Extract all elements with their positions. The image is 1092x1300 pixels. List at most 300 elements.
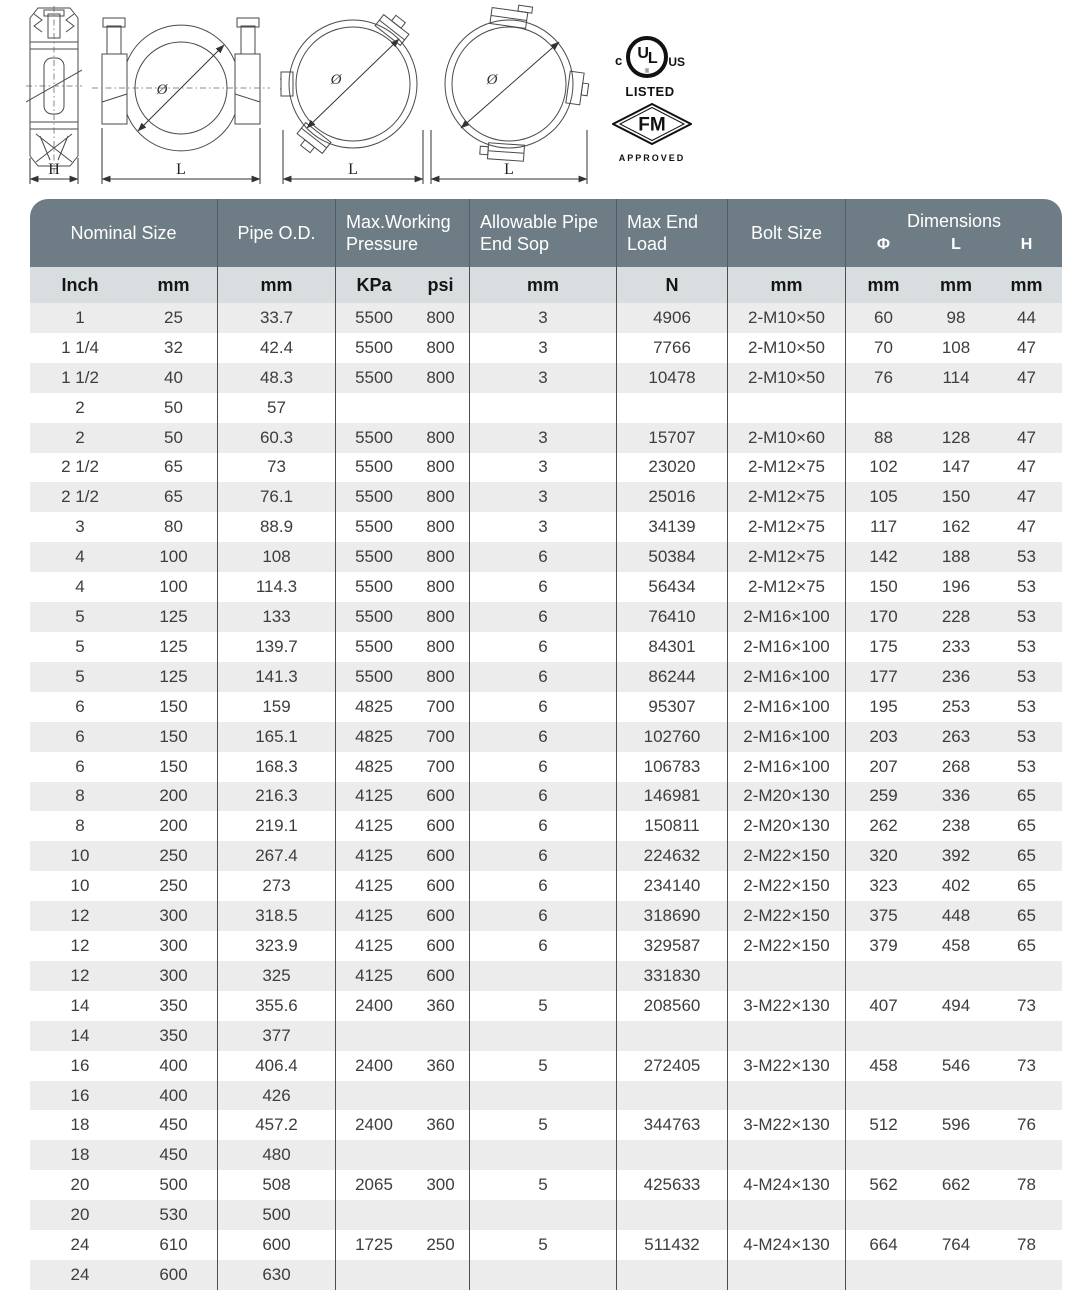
diameter-symbol: Ø bbox=[486, 72, 498, 88]
unit-inch: Inch bbox=[61, 274, 99, 295]
table-cell: 25016 bbox=[617, 482, 728, 512]
table-cell: 5500 bbox=[355, 666, 393, 686]
table-cell: 800 bbox=[412, 333, 470, 363]
table-cell: 65 bbox=[1017, 786, 1036, 806]
table-cell: 78 bbox=[1017, 1175, 1036, 1195]
table-cell: 65 bbox=[1017, 935, 1036, 955]
table-cell: 53 bbox=[1017, 756, 1036, 776]
table-row bbox=[30, 453, 1062, 483]
table-cell: 1 bbox=[75, 307, 85, 327]
table-cell: 142 bbox=[869, 547, 898, 567]
subheader-h: H bbox=[1020, 236, 1033, 253]
drawing-ring-view-1 bbox=[280, 4, 426, 188]
table-cell: 400 bbox=[130, 1051, 218, 1081]
table-cell: 800 bbox=[412, 632, 470, 662]
table-cell: 78 bbox=[1017, 1235, 1036, 1255]
table-cell: 1725 bbox=[355, 1235, 393, 1255]
table-cell: 5 bbox=[470, 1051, 617, 1081]
table-row bbox=[30, 991, 1062, 1021]
table-cell: 216.3 bbox=[218, 782, 336, 812]
table-cell bbox=[617, 1140, 728, 1170]
table-cell: 88.9 bbox=[218, 512, 336, 542]
table-cell: 2-M12×75 bbox=[728, 572, 846, 602]
table-cell: 6 bbox=[75, 696, 85, 716]
table-cell: 196 bbox=[941, 577, 971, 597]
table-cell: 6 bbox=[470, 752, 617, 782]
table-cell: 6 bbox=[470, 602, 617, 632]
table-cell: 377 bbox=[218, 1021, 336, 1051]
table-cell: 20 bbox=[70, 1205, 90, 1225]
table-cell: 53 bbox=[1017, 726, 1036, 746]
table-cell: 250 bbox=[130, 841, 218, 871]
table-cell: 300 bbox=[412, 1170, 470, 1200]
table-cell bbox=[470, 961, 617, 991]
table-cell bbox=[617, 1021, 728, 1051]
table-cell: 300 bbox=[130, 901, 218, 931]
table-cell: 2400 bbox=[355, 995, 393, 1015]
table-cell bbox=[846, 1140, 921, 1170]
table-cell: 2 bbox=[75, 397, 85, 417]
table-cell: 2-M16×100 bbox=[728, 752, 846, 782]
table-row bbox=[30, 871, 1062, 901]
table-cell: 426 bbox=[218, 1081, 336, 1111]
table-cell: 53 bbox=[1017, 577, 1036, 597]
header-label: Pipe O.D. bbox=[237, 223, 316, 243]
table-cell: 331830 bbox=[617, 961, 728, 991]
table-cell bbox=[617, 393, 728, 423]
table-cell: 480 bbox=[218, 1140, 336, 1170]
table-cell: 6 bbox=[470, 901, 617, 931]
table-cell: 114.3 bbox=[218, 572, 336, 602]
unit-mm: mm bbox=[470, 267, 617, 303]
table-cell bbox=[336, 1140, 412, 1170]
unit-mm: mm bbox=[728, 267, 846, 303]
ul-c-label: c bbox=[615, 53, 623, 68]
table-cell: 32 bbox=[130, 333, 218, 363]
table-cell: 236 bbox=[941, 666, 971, 686]
table-cell: 458 bbox=[941, 935, 971, 955]
table-row bbox=[30, 1260, 1062, 1290]
table-cell bbox=[728, 961, 846, 991]
table-cell: 800 bbox=[412, 662, 470, 692]
table-cell: 3 bbox=[470, 482, 617, 512]
table-row bbox=[30, 1230, 1062, 1260]
ul-registered-symbol: ® bbox=[644, 69, 650, 75]
table-cell: 40 bbox=[130, 363, 218, 393]
table-cell: 318690 bbox=[617, 901, 728, 931]
table-cell: 2-M22×150 bbox=[728, 931, 846, 961]
table-cell: 2-M16×100 bbox=[728, 692, 846, 722]
table-cell: 150 bbox=[130, 752, 218, 782]
table-cell: 3 bbox=[470, 423, 617, 453]
table-cell: 263 bbox=[941, 726, 971, 746]
table-cell: 188 bbox=[941, 547, 971, 567]
table-cell: 23020 bbox=[617, 453, 728, 483]
table-cell: 596 bbox=[941, 1115, 971, 1135]
table-cell: 234140 bbox=[617, 871, 728, 901]
table-cell: 3 bbox=[470, 333, 617, 363]
table-cell: 2-M10×50 bbox=[728, 363, 846, 393]
table-row bbox=[30, 303, 1062, 333]
table-cell: 5 bbox=[470, 1170, 617, 1200]
table-row bbox=[30, 1140, 1062, 1170]
table-cell: 175 bbox=[869, 636, 898, 656]
table-cell: 600 bbox=[218, 1230, 336, 1260]
table-cell: 300 bbox=[130, 961, 218, 991]
table-cell: 3 bbox=[75, 517, 85, 537]
spec-table bbox=[30, 199, 1062, 1290]
table-cell: 44 bbox=[1017, 307, 1036, 327]
table-cell bbox=[470, 1260, 617, 1290]
ul-listed-logo bbox=[615, 36, 685, 99]
table-cell: 47 bbox=[1017, 427, 1036, 447]
header-label: Dimensions bbox=[906, 211, 1002, 231]
table-row bbox=[30, 1021, 1062, 1051]
table-cell: 272405 bbox=[617, 1051, 728, 1081]
table-cell: 50 bbox=[130, 393, 218, 423]
table-cell: 48.3 bbox=[218, 363, 336, 393]
table-cell bbox=[991, 961, 1062, 991]
table-cell: 5 bbox=[75, 607, 85, 627]
table-cell: 4-M24×130 bbox=[728, 1230, 846, 1260]
table-cell bbox=[991, 1140, 1062, 1170]
table-cell: 448 bbox=[941, 906, 971, 926]
table-cell: 800 bbox=[412, 453, 470, 483]
table-cell: 168.3 bbox=[218, 752, 336, 782]
table-cell: 764 bbox=[941, 1235, 971, 1255]
unit-mm: mm bbox=[1010, 274, 1043, 295]
table-cell: 2-M22×150 bbox=[728, 871, 846, 901]
table-cell: 262 bbox=[869, 816, 898, 836]
table-cell: 5500 bbox=[355, 427, 393, 447]
table-cell: 800 bbox=[412, 542, 470, 572]
table-cell: 350 bbox=[130, 991, 218, 1021]
table-cell: 207 bbox=[869, 756, 898, 776]
table-cell: 3-M22×130 bbox=[728, 991, 846, 1021]
table-cell: 600 bbox=[412, 841, 470, 871]
fm-approved-logo bbox=[612, 103, 692, 163]
table-cell: 80 bbox=[130, 512, 218, 542]
drawing-side-view bbox=[26, 6, 82, 188]
table-cell: 3-M22×130 bbox=[728, 1110, 846, 1140]
table-cell: 6 bbox=[470, 782, 617, 812]
table-cell bbox=[336, 1260, 412, 1290]
table-cell: 250 bbox=[412, 1230, 470, 1260]
table-cell: 379 bbox=[869, 935, 898, 955]
table-cell: 320 bbox=[869, 846, 898, 866]
header-label: Max End Load bbox=[627, 212, 699, 254]
table-cell: 76 bbox=[1017, 1115, 1036, 1135]
table-cell: 360 bbox=[412, 1110, 470, 1140]
dim-label-h: H bbox=[48, 161, 60, 178]
table-cell: 47 bbox=[1017, 337, 1036, 357]
table-cell: 53 bbox=[1017, 666, 1036, 686]
table-cell: 6 bbox=[470, 722, 617, 752]
table-cell: 73 bbox=[1017, 995, 1036, 1015]
subheader-phi: Φ bbox=[876, 236, 891, 253]
table-cell: 208560 bbox=[617, 991, 728, 1021]
table-cell: 6 bbox=[470, 692, 617, 722]
table-row bbox=[30, 1170, 1062, 1200]
table-cell: 259 bbox=[869, 786, 898, 806]
table-cell: 6 bbox=[470, 662, 617, 692]
table-cell: 4125 bbox=[355, 816, 393, 836]
table-cell: 200 bbox=[130, 811, 218, 841]
table-row bbox=[30, 1200, 1062, 1230]
table-cell: 267.4 bbox=[218, 841, 336, 871]
table-cell: 600 bbox=[412, 901, 470, 931]
table-cell: 600 bbox=[412, 961, 470, 991]
header-label: Max.Working Pressure bbox=[346, 212, 451, 254]
header-label: Bolt Size bbox=[750, 223, 823, 243]
table-cell: 4125 bbox=[355, 846, 393, 866]
table-cell: 664 bbox=[869, 1235, 898, 1255]
table-cell: 6 bbox=[470, 841, 617, 871]
table-cell: 150 bbox=[869, 577, 898, 597]
table-cell: 500 bbox=[218, 1200, 336, 1230]
table-cell bbox=[728, 1081, 846, 1111]
table-cell bbox=[412, 1200, 470, 1230]
table-cell bbox=[846, 1021, 921, 1051]
table-cell: 530 bbox=[130, 1200, 218, 1230]
table-cell: 662 bbox=[941, 1175, 971, 1195]
table-cell: 2-M12×75 bbox=[728, 482, 846, 512]
ul-mark-l: L bbox=[647, 50, 657, 67]
ul-us-label: US bbox=[668, 55, 685, 69]
table-cell bbox=[921, 393, 991, 423]
table-cell: 3 bbox=[470, 303, 617, 333]
header-max-end-load bbox=[617, 199, 728, 267]
table-cell: 511432 bbox=[617, 1230, 728, 1260]
table-cell bbox=[991, 393, 1062, 423]
table-cell: 4825 bbox=[355, 696, 393, 716]
table-cell bbox=[336, 1081, 412, 1111]
table-cell: 10 bbox=[70, 846, 90, 866]
table-cell: 400 bbox=[130, 1081, 218, 1111]
table-cell: 150811 bbox=[617, 811, 728, 841]
table-cell: 4825 bbox=[355, 726, 393, 746]
table-header bbox=[30, 199, 1062, 267]
table-cell: 108 bbox=[941, 337, 971, 357]
header-dimensions bbox=[846, 199, 1062, 267]
table-cell bbox=[921, 1260, 991, 1290]
fm-approved-caption: APPROVED bbox=[618, 153, 686, 163]
table-cell bbox=[991, 1021, 1062, 1051]
table-cell: 700 bbox=[412, 692, 470, 722]
table-cell: 4125 bbox=[355, 965, 393, 985]
table-cell bbox=[412, 393, 470, 423]
table-cell: 50384 bbox=[617, 542, 728, 572]
table-cell: 700 bbox=[412, 722, 470, 752]
table-cell: 329587 bbox=[617, 931, 728, 961]
table-cell bbox=[728, 1021, 846, 1051]
table-cell: 2 bbox=[75, 427, 85, 447]
table-cell: 4125 bbox=[355, 876, 393, 896]
table-cell: 6 bbox=[470, 871, 617, 901]
table-cell: 56434 bbox=[617, 572, 728, 602]
table-cell: 14 bbox=[70, 1025, 90, 1045]
table-cell: 630 bbox=[218, 1260, 336, 1290]
table-cell: 600 bbox=[412, 871, 470, 901]
table-cell: 500 bbox=[130, 1170, 218, 1200]
table-cell: 4125 bbox=[355, 935, 393, 955]
table-cell: 5 bbox=[75, 636, 85, 656]
table-cell: 5500 bbox=[355, 547, 393, 567]
table-cell: 100 bbox=[130, 542, 218, 572]
table-cell: 50 bbox=[130, 423, 218, 453]
table-cell: 273 bbox=[218, 871, 336, 901]
fm-mark: FM bbox=[638, 114, 666, 136]
diameter-symbol: Ø bbox=[156, 82, 168, 98]
ul-mark-u: U bbox=[637, 45, 648, 62]
table-cell: 344763 bbox=[617, 1110, 728, 1140]
table-cell bbox=[470, 1200, 617, 1230]
table-cell: 512 bbox=[869, 1115, 898, 1135]
table-cell: 4 bbox=[75, 547, 85, 567]
table-cell: 2-M12×75 bbox=[728, 453, 846, 483]
drawing-front-view bbox=[92, 6, 270, 188]
table-cell: 219.1 bbox=[218, 811, 336, 841]
unit-mm: mm bbox=[867, 274, 900, 295]
table-cell bbox=[728, 393, 846, 423]
units-row bbox=[30, 267, 1062, 303]
table-cell bbox=[921, 961, 991, 991]
header-bolt-size bbox=[728, 199, 846, 267]
unit-n: N bbox=[617, 267, 728, 303]
table-cell: 6 bbox=[75, 756, 85, 776]
table-cell bbox=[921, 1021, 991, 1051]
table-cell: 407 bbox=[869, 995, 898, 1015]
unit-mm: mm bbox=[939, 274, 972, 295]
table-row bbox=[30, 1051, 1062, 1081]
table-cell: 114 bbox=[942, 367, 970, 387]
table-cell: 253 bbox=[941, 696, 971, 716]
table-cell: 12 bbox=[70, 906, 90, 926]
table-cell: 47 bbox=[1017, 487, 1036, 507]
table-cell: 162 bbox=[941, 517, 971, 537]
table-cell: 238 bbox=[941, 816, 971, 836]
table-cell: 5500 bbox=[355, 367, 393, 387]
table-cell bbox=[991, 1260, 1062, 1290]
table-cell: 200 bbox=[130, 782, 218, 812]
table-cell: 102 bbox=[869, 457, 898, 477]
fm-diamond-icon bbox=[612, 103, 692, 145]
unit-psi: psi bbox=[412, 267, 470, 303]
table-cell: 233 bbox=[941, 636, 971, 656]
table-row bbox=[30, 1110, 1062, 1140]
table-cell: 73 bbox=[1017, 1055, 1036, 1075]
table-cell: 203 bbox=[869, 726, 898, 746]
table-cell: 159 bbox=[218, 692, 336, 722]
table-cell: 7766 bbox=[617, 333, 728, 363]
table-cell: 146981 bbox=[617, 782, 728, 812]
table-cell: 392 bbox=[941, 846, 971, 866]
table-cell: 53 bbox=[1017, 547, 1036, 567]
table-cell: 141.3 bbox=[218, 662, 336, 692]
table-cell: 76410 bbox=[617, 602, 728, 632]
table-cell: 24 bbox=[70, 1264, 90, 1284]
table-cell: 600 bbox=[412, 811, 470, 841]
header-allowable-pipe-end-sop bbox=[470, 199, 617, 267]
table-cell: 73 bbox=[218, 453, 336, 483]
table-row bbox=[30, 901, 1062, 931]
table-cell: 128 bbox=[941, 427, 971, 447]
table-row bbox=[30, 722, 1062, 752]
table-cell bbox=[846, 1081, 921, 1111]
table-cell: 15707 bbox=[617, 423, 728, 453]
table-cell: 42.4 bbox=[218, 333, 336, 363]
table-cell: 60.3 bbox=[218, 423, 336, 453]
table-cell: 336 bbox=[941, 786, 971, 806]
table-row bbox=[30, 931, 1062, 961]
table-cell: 65 bbox=[1017, 846, 1036, 866]
table-cell: 5 bbox=[470, 1110, 617, 1140]
table-cell: 60 bbox=[874, 307, 893, 327]
table-cell bbox=[921, 1081, 991, 1111]
table-cell: 12 bbox=[70, 965, 90, 985]
table-cell: 65 bbox=[1017, 876, 1036, 896]
table-cell bbox=[846, 961, 921, 991]
table-cell: 350 bbox=[130, 1021, 218, 1051]
table-cell: 4825 bbox=[355, 756, 393, 776]
table-cell: 14 bbox=[70, 995, 90, 1015]
table-cell: 2-M16×100 bbox=[728, 602, 846, 632]
table-cell: 2 1/2 bbox=[61, 457, 99, 477]
table-cell: 108 bbox=[218, 542, 336, 572]
table-cell: 47 bbox=[1017, 367, 1036, 387]
table-cell: 12 bbox=[70, 935, 90, 955]
table-cell: 2-M12×75 bbox=[728, 512, 846, 542]
table-cell: 88 bbox=[874, 427, 893, 447]
table-cell: 5500 bbox=[355, 487, 393, 507]
table-cell: 2-M10×60 bbox=[728, 423, 846, 453]
ul-circle-icon bbox=[626, 36, 668, 78]
table-cell bbox=[412, 1081, 470, 1111]
table-cell bbox=[921, 1200, 991, 1230]
table-row bbox=[30, 752, 1062, 782]
table-cell: 24 bbox=[70, 1235, 90, 1255]
table-cell: 5500 bbox=[355, 307, 393, 327]
table-cell: 268 bbox=[941, 756, 971, 776]
table-cell: 65 bbox=[130, 482, 218, 512]
table-cell: 2065 bbox=[355, 1175, 393, 1195]
table-cell: 228 bbox=[941, 607, 971, 627]
table-cell: 600 bbox=[130, 1260, 218, 1290]
table-row bbox=[30, 542, 1062, 572]
header-max-working-pressure bbox=[336, 199, 470, 267]
table-cell: 318.5 bbox=[218, 901, 336, 931]
table-cell: 6 bbox=[470, 572, 617, 602]
table-row bbox=[30, 512, 1062, 542]
table-row bbox=[30, 393, 1062, 423]
table-cell: 250 bbox=[130, 871, 218, 901]
table-cell: 800 bbox=[412, 512, 470, 542]
table-cell: 147 bbox=[941, 457, 971, 477]
table-cell: 20 bbox=[70, 1175, 90, 1195]
table-cell: 2-M20×130 bbox=[728, 782, 846, 812]
table-cell: 53 bbox=[1017, 607, 1036, 627]
table-row bbox=[30, 782, 1062, 812]
table-cell: 4125 bbox=[355, 786, 393, 806]
table-cell: 325 bbox=[218, 961, 336, 991]
table-cell: 165.1 bbox=[218, 722, 336, 752]
table-cell: 2-M10×50 bbox=[728, 303, 846, 333]
table-cell bbox=[846, 393, 921, 423]
table-cell: 3 bbox=[470, 363, 617, 393]
table-cell: 47 bbox=[1017, 457, 1036, 477]
table-body bbox=[30, 303, 1062, 1290]
table-cell: 5500 bbox=[355, 577, 393, 597]
